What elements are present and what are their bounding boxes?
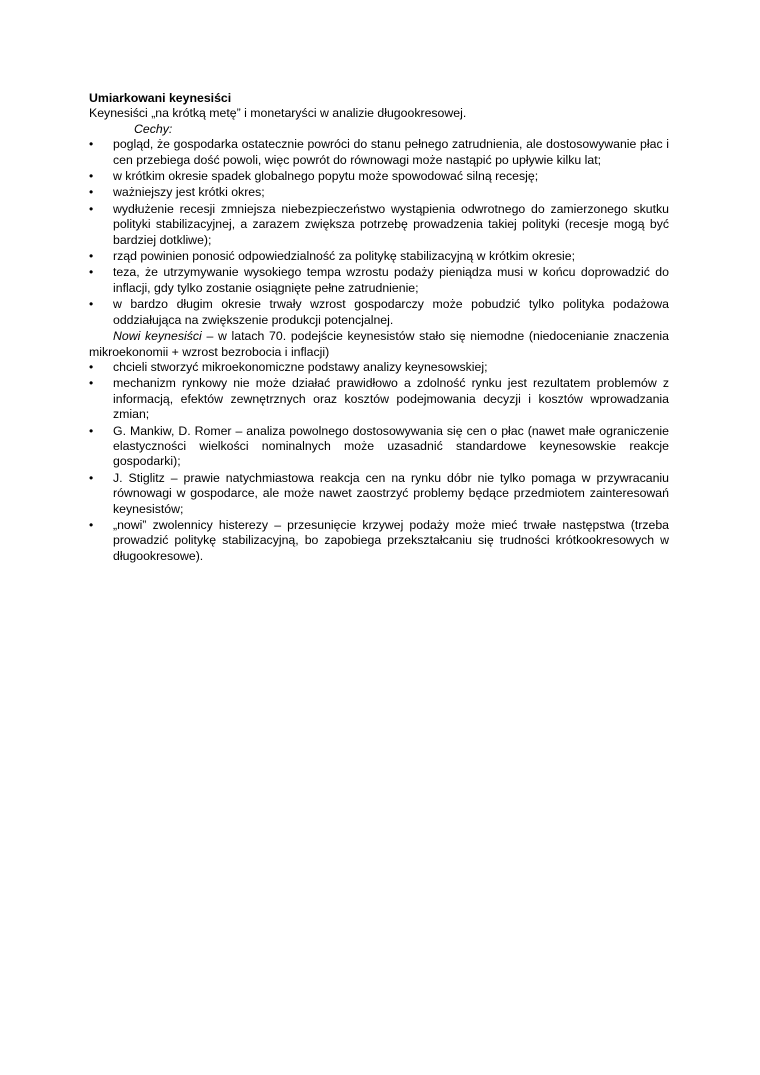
list-item-text: „nowi” zwolennicy histerezy – przesunięcie krzywej podaży może mieć trwałe następstwa (trzeba prowadzić politykę stabilizacyjną, bo zapobiega przekształcaniu się trudności krótkookresowych w długookresowe). <box>113 517 669 563</box>
section-title: Umiarkowani keynesiści <box>89 91 232 105</box>
bullet-icon: • <box>89 169 94 184</box>
list-item <box>89 202 669 248</box>
bullet-icon: • <box>89 265 94 280</box>
list-item <box>89 471 669 517</box>
list-item <box>89 424 669 470</box>
list-item <box>89 265 669 296</box>
bullet-icon: • <box>89 249 94 264</box>
document-body <box>89 91 669 565</box>
bullet-icon: • <box>89 423 94 438</box>
list-item <box>89 137 669 168</box>
intro-line: Keynesiści „na krótką metę” i monetaryści w analizie długookresowej. <box>89 106 467 121</box>
features-label: Cechy: <box>134 121 173 136</box>
new-keynesians-paragraph <box>89 329 669 360</box>
list-item <box>89 249 669 264</box>
list-item <box>89 360 669 375</box>
features-list <box>89 137 669 328</box>
bullet-icon: • <box>89 185 94 200</box>
list-item-text: G. Mankiw, D. Romer – analiza powolnego dostosowywania się cen o płac (nawet małe ograniczenie elastyczności wielkości nominalnych może uzasadnić standardowe keynesowskie reakcje gospodarki); <box>113 423 669 469</box>
list-item-text: w bardzo długim okresie trwały wzrost gospodarczy może pobudzić tylko polityka podażowa oddziałująca na zwiększenie produkcji potencjalnej. <box>113 297 669 327</box>
list-item-text: ważniejszy jest krótki okres; <box>113 185 265 200</box>
bullet-icon: • <box>89 359 94 374</box>
bullet-icon: • <box>89 137 94 152</box>
bullet-icon: • <box>89 201 94 216</box>
list-item-text: wydłużenie recesji zmniejsza niebezpieczeństwo wystąpienia odwrotnego do zamierzonego skutku polityki stabilizacyjnej, a zarazem zwiększa potrzebę prowadzenia takiej polityki (recesje mogą być bardziej dotkliwe); <box>113 201 669 247</box>
list-item-text: rząd powinien ponosić odpowiedzialność za politykę stabilizacyjną w krótkim okresie; <box>113 249 576 264</box>
new-keynesians-text: – w latach 70. podejście keynesistów stało się niemodne (niedocenianie znaczenia mikroekonomii + wzrost bezrobocia i inflacji) <box>89 329 669 359</box>
list-item-text: chcieli stworzyć mikroekonomiczne podstawy analizy keynesowskiej; <box>113 359 488 374</box>
new-keynesians-list <box>89 360 669 564</box>
list-item-text: pogląd, że gospodarka ostatecznie powróci do stanu pełnego zatrudnienia, ale dostosowywanie płac i cen przebiega dość powoli, więc powrót do równowagi może nastąpić po upływie kilku lat; <box>113 137 669 167</box>
bullet-icon: • <box>89 470 94 485</box>
list-item-text: J. Stiglitz – prawie natychmiastowa reakcja cen na rynku dóbr nie tylko pomaga w przywracaniu równowagi w gospodarce, ale może nawet zaostrzyć problemy będące przedmiotem zainteresowań keynesistów; <box>113 470 669 516</box>
list-item <box>89 376 669 422</box>
bullet-icon: • <box>89 297 94 312</box>
list-item <box>89 185 669 200</box>
list-item-text: teza, że utrzymywanie wysokiego tempa wzrostu podaży pieniądza musi w końcu doprowadzić do inflacji, gdy tylko zostanie osiągnięte pełne zatrudnienie; <box>113 265 669 295</box>
list-item <box>89 297 669 328</box>
list-item-text: w krótkim okresie spadek globalnego popytu może spowodować silną recesję; <box>113 169 539 184</box>
bullet-icon: • <box>89 517 94 532</box>
list-item-text: mechanizm rynkowy nie może działać prawidłowo a zdolność rynku jest rezultatem problemów z informacją, efektów zewnętrznych oraz kosztów podejmowania decyzji i kosztów wprowadzania zmian; <box>113 376 669 422</box>
list-item <box>89 169 669 184</box>
new-keynesians-label: Nowi keynesiści <box>113 329 202 344</box>
bullet-icon: • <box>89 376 94 391</box>
list-item <box>89 518 669 564</box>
